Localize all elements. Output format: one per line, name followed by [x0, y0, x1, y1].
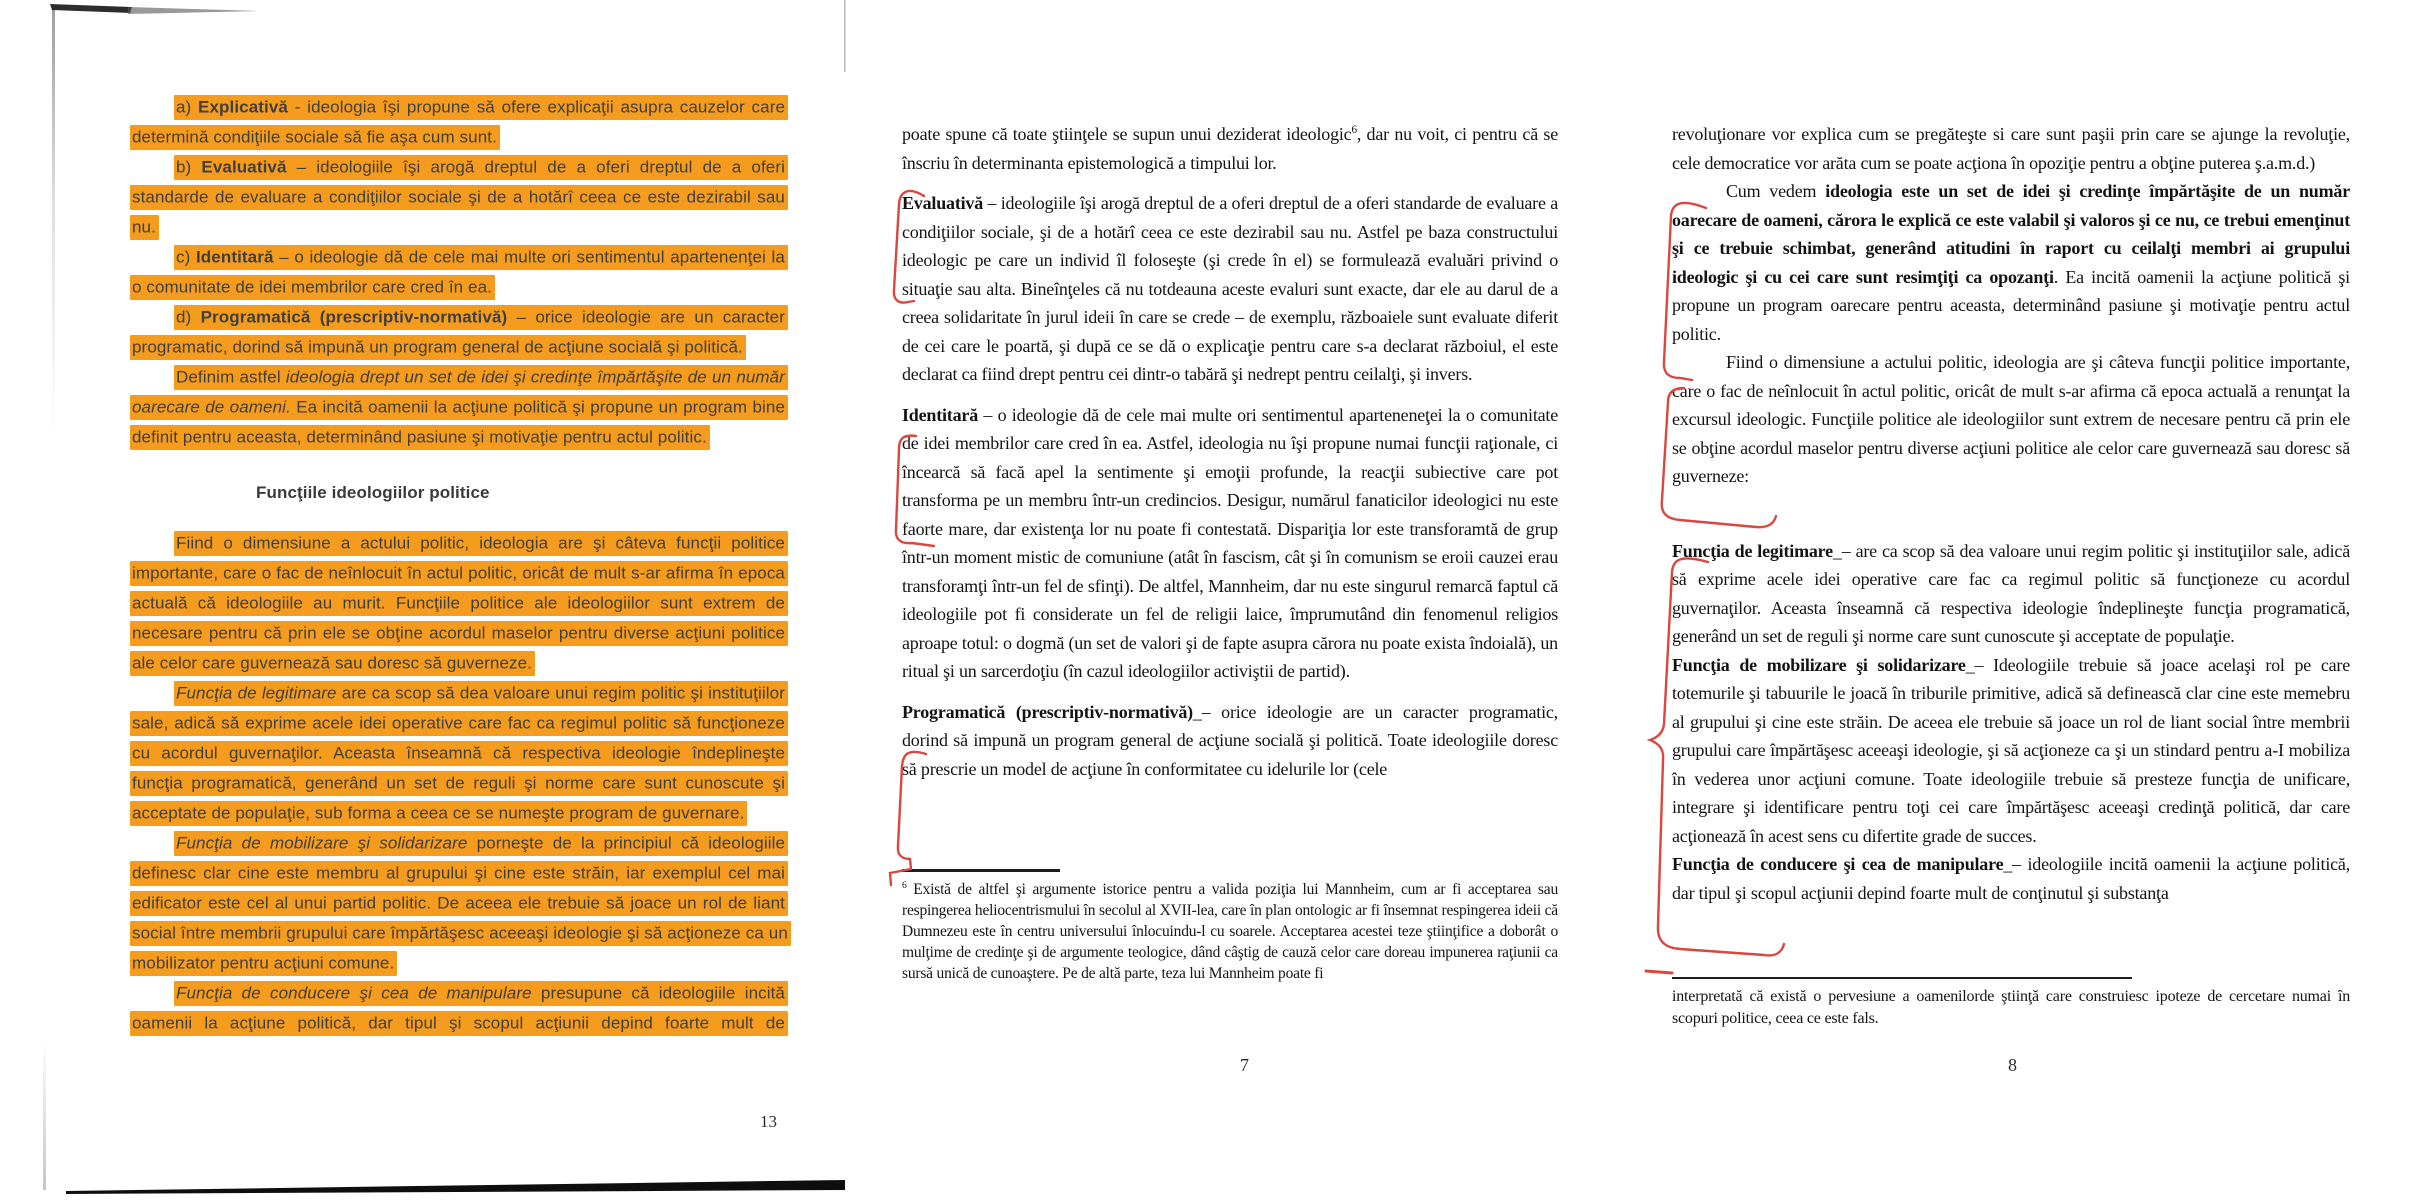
text-run: Explicativă [198, 97, 288, 116]
text-run: a) [176, 97, 199, 116]
red-underline-footnote [1646, 971, 1672, 973]
text-run: Programatică (prescriptiv-normativă) [902, 701, 1193, 722]
paragraph [902, 120, 1558, 177]
paragraph [130, 678, 788, 828]
scan-spine-streak-bottom [43, 1040, 46, 1190]
footnote-separator-8 [1672, 977, 2132, 979]
text-run: Identitară [195, 247, 274, 266]
page-body-13 [130, 92, 788, 1038]
text-run: Funcţia de conducere şi cea de manipulare [176, 983, 532, 1002]
text-run: Fiind o dimensiune a actului politic, ideologia are şi câteva funcţii politice importante, care o fac de neînlocuit în actul politic, oricât de mult s-ar afirma în epoca actuală că ideologiile au murit. Funcţiile politice ale ideologiilor sunt extrem de necesare pentru că prin ele se obţine acordul maselor pentru diverse acţiuni politice ale celor care guvernează sau doresc să guverneze. [132, 533, 785, 672]
text-run: Funcţia de mobilizare şi solidarizare [1672, 654, 1966, 675]
text-run: _– Ideologiile trebuie să joace acelaşi rol pe care totemurile şi tabuurile le joacă în triburile primitive, adică să definească clar cine este memebru al grupului şi cine este străin. De aceea ele trebuie să joace un rol de liant social între membrii grupului care împărtăşesc aceeaşi ideologie, şi să acţioneze ca şi un stindard pentru a-I mobiliza în vederea unor acţiuni comune. Toate ideologiile trebuie să presteze funcţia de unificare, integrare şi identificare pentru toţi cei care împărtăşesc aceeaşi credinţă politică, dar care acţionează în acest sens cu difertite grade de succes. [1672, 654, 2350, 846]
paragraph [1672, 177, 2350, 348]
paragraph [1672, 850, 2350, 907]
page-number-13: 13 [760, 1112, 777, 1131]
text-run: Evaluativă [902, 193, 984, 213]
paragraph [1672, 120, 2350, 177]
text-run: – o ideologie dă de cele mai multe ori sentimentul apartenenţei la o comunitate de idei membrilor care cred în ea. [132, 247, 785, 296]
text-run: Programatică (prescriptiv-normativă) [200, 307, 508, 326]
page-bottom-edge-line [66, 1180, 845, 1194]
text-run: Funcţia de conducere şi cea de manipulare [1672, 854, 2004, 874]
text-run: Evaluativă [201, 157, 287, 176]
text-run: b) [176, 157, 202, 176]
text-run: _– orice ideologie are un caracter programatic, dorind să impună un program general de acţiune socială şi politică. Toate ideologiile doresc să prescrie un model de acţiune în conformitatee cu idelurile lor (cele [902, 701, 1558, 779]
footnote-separator-7 [902, 869, 1060, 872]
page-body-8 [1672, 120, 2350, 907]
paragraph [130, 362, 788, 452]
text-run: Funcţiile ideologiilor politice [256, 483, 490, 502]
text-run: ideologia este un set de idei şi credinţe împărtăşite de un număr oarecare de oameni, cărora le explică ce este valabil şi valoros şi ce nu, ce trebui emenţinut şi ce trebuie schimbat, generând atitudini în raport cu ceilalţi membri ai grupului ideologic şi cu cei care sunt resimţiţi ca opozanţi [1672, 181, 2350, 287]
text-run: revoluţionare vor explica cum se pregăteşte si care sunt paşii prin care se ajunge la revoluţie, cele democratice vor arăta cum se poate acţiona în opoziţie pentru a obţine puterea ş.a.m.d.) [1672, 124, 2350, 173]
highlighted-text [130, 365, 788, 450]
paragraph [130, 242, 788, 302]
highlighted-text [130, 95, 788, 150]
text-run: Funcţia de mobilizare şi solidarizare [176, 833, 468, 852]
text-run: presupune că ideologiile incită oamenii la acţiune politică, dar tipul şi scopul acţiunii depind foarte mult de [132, 983, 785, 1032]
highlighted-text [130, 681, 788, 826]
paragraph [902, 189, 1558, 389]
paragraph [130, 302, 788, 362]
text-run: c) [176, 247, 196, 266]
paragraph [130, 528, 788, 678]
text-run: Identitară [902, 404, 978, 425]
text-run: , dar nu voit, ci pentru că se înscriu în determinanta epistemologică a timpului lor. [902, 124, 1558, 173]
page-number-7: 7 [1240, 1055, 1249, 1075]
highlighted-text [130, 981, 788, 1036]
page-body-7 [902, 120, 1558, 795]
text-run: Ea incită oamenii la acţiune politică şi propune un program bine definit pentru aceasta, determinând pasiune şi motivaţie pentru actul politic. [132, 397, 785, 446]
text-run: are ca scop să dea valoare unui regim politic şi instituţiilor sale, adică să exprime acele idei operative care fac ca regimul politic să funcţioneze cu acordul guvernaţilor. Aceasta înseamnă că respectiva ideologie îndeplineşte funcţia programatică, generând un set de reguli şi norme care sunt cunoscute şi acceptate de populaţie, sub forma a ceea ce se numeşte program de guvernare. [132, 683, 785, 822]
paragraph [130, 978, 788, 1038]
paragraph [1672, 348, 2350, 491]
paragraph [1672, 537, 2350, 651]
text-run: 6 [902, 879, 907, 891]
text-run: _– are ca scop să dea valoare unui regim politic şi instituţiilor sale, adică să exprime acele idei operative care fac ca regimul politic să funcţioneze cu acordul guvernaţilor. Aceasta înseamnă că respectiva ideologie îndeplineşte funcţia programatică, generând un set de reguli şi norme care sunt cunoscute şi acceptate de populaţie. [1672, 540, 2350, 646]
paragraph [130, 152, 788, 242]
page-edge-line-top [844, 0, 846, 72]
scan-smudge-top-left [50, 4, 132, 13]
scan-spine-streak [52, 9, 55, 439]
page-number-8: 8 [2008, 1055, 2017, 1075]
paragraph [130, 478, 788, 508]
footnote-text-8 [1672, 986, 2350, 1029]
text-run: Fiind o dimensiune a actului politic, ideologia are şi câteva funcţii politice importante, care o fac de neînlocuit în actul politic, oricât de mult s-ar afirma că epoca actuală a renunţat la excursul ideologic. Funcţiile politice ale ideologiilor sunt extrem de necesare pentru că prin ele se obţine acordul maselor pentru diverse acţiuni politice ale celor care guvernează sau doresc să guverneze: [1672, 352, 2350, 486]
text-run: ideologia drept un set de idei şi credinţe împărtăşite de un număr oarecare de oameni. [132, 367, 786, 416]
text-run: – o ideologie dă de cele mai multe ori sentimentul aparteneneţei la o comunitate de idei membrilor care cred în ea. Astfel, ideologia nu îşi propune numai funcţii raţionale, ci încearcă să facă apel la sentimente şi emoţii profunde, la reacţii subiective care pot transforma pe un membru într-un credincios. Desigur, numărul fanaticilor ideologici nu este faorte mare, dar existenţa lor nu poate fi contestată. Dispariţia lor este transforamtă de grup într-un moment mistic de comuniune (atât în fascism, cât şi în comunism se eroii cauzei erau transforamţi într-un fel de sfinţi). De altfel, Mannheim, dar nu este singurul remarcă faptul că ideologiile pot fi considerate un fel de religii laice, împrumutând din fenomenul religios aproape totul: o dogmă (un set de valori şi de fapte asupra cărora nu poate exista îndoială), un ritual şi un sarcerdoţiu (în cazul ideologiilor activiştii de partid). [902, 404, 1558, 681]
text-run: _– ideologiile incită oamenii la acţiune politică, dar tipul şi scopul acţiunii depind foarte mult de conţinutul şi substanţa [1672, 854, 2351, 903]
paragraph [130, 92, 788, 152]
scan-smudge-top-left-tail [128, 7, 258, 14]
highlighted-text [130, 245, 788, 300]
paragraph [1672, 651, 2350, 851]
paragraph [902, 698, 1558, 784]
text-run: Definim astfel [176, 367, 286, 386]
text-run: poate spune că toate ştiinţele se supun unui deziderat ideologic [902, 124, 1352, 144]
text-run: – orice ideologie are un caracter programatic, dorind să impună un program general de acţiune socială şi politică. [132, 307, 785, 356]
text-run: Cum vedem [1726, 181, 1826, 201]
text-run: porneşte de la principiul că ideologiile definesc clar cine este membru al grupului şi cine este străin, iar exemplul cel mai edificator este cel al unui partid politic. De aceea ele trebuie să joace un rol de liant social între membrii grupului care împărtăşesc aceeaşi ideologie şi să acţioneze ca un mobilizator pentru acţiuni comune. [132, 833, 788, 972]
highlighted-text [130, 831, 791, 976]
text-run: Funcţia de legitimare [1672, 540, 1833, 561]
text-run: interpretată că există o pervesiune a oamenilorde ştiinţă care construiesc ipoteze de cercetare numai în scopuri politice, ceea ce este fals. [1672, 988, 2350, 1027]
paragraph [130, 828, 788, 978]
text-run: . Ea incită oamenii la acţiune politică şi propune un program oarecare pentru aceasta, determinând pasiune şi motivaţie pentru actul politic. [1672, 266, 2350, 344]
text-run: Există de altfel şi argumente istorice pentru a valida poziţia lui Mannheim, cum ar fi acceptarea sau respingerea heliocentrismului în secolul al XVII-lea, care în plan ontologic ar fi însemnat respingerea ideii că Dumnezeu este în centru universului înlocuindu-l cu soarele. Acceptarea acestei teze ştiinţifice a doborât o mulţime de credinţe şi de argumente teologice, dând câştig de cauză celor care doreau impunerea raţiunii ca sursă unică de cunoaştere. Pe de altă parte, teza lui Mannheim poate fi [902, 881, 1558, 982]
text-run: – ideologiile îşi arogă dreptul de a oferi dreptul de a oferi standarde de evaluare a condiţiilor sociale şi de a hotărî ceea ce este dezirabil sau nu. [132, 157, 785, 236]
highlighted-text [130, 155, 788, 240]
text-run: d) [176, 307, 201, 326]
highlighted-text [130, 531, 788, 676]
text-run: 6 [1351, 124, 1357, 136]
text-run: - ideologia îşi propune să ofere explicaţii asupra cauzelor care determină condiţiile sociale să fie aşa cum sunt. [132, 97, 786, 146]
text-run: – ideologiile îşi arogă dreptul de a oferi dreptul de a oferi standarde de evaluare a condiţiilor sociale, şi de a hotărî ceea ce este dezirabil sau nu. Astfel pe baza constructului ideologic pe care un individ îl foloseşte (şi crede în el) se formulează evaluări privind o situaţie sau alta. Bineînţeles că nu totdeauna aceste evaluri sunt exacte, dar ele au darul de a creea solidaritate în jurul ideii în care se crede – de exemplu, războaiele sunt evaluate diferit de cei care le poartă, şi după ce se dă o explicaţie pentru care s-a declarat războiul, el este declarat ca fiind drept pentru cei dintr-o tabără şi nedrept pentru ceilalţi, şi invers. [902, 193, 1558, 384]
highlighted-text [130, 305, 788, 360]
text-run: Funcţia de legitimare [176, 683, 337, 702]
paragraph [902, 401, 1558, 686]
footnote-text-7 [902, 879, 1558, 984]
